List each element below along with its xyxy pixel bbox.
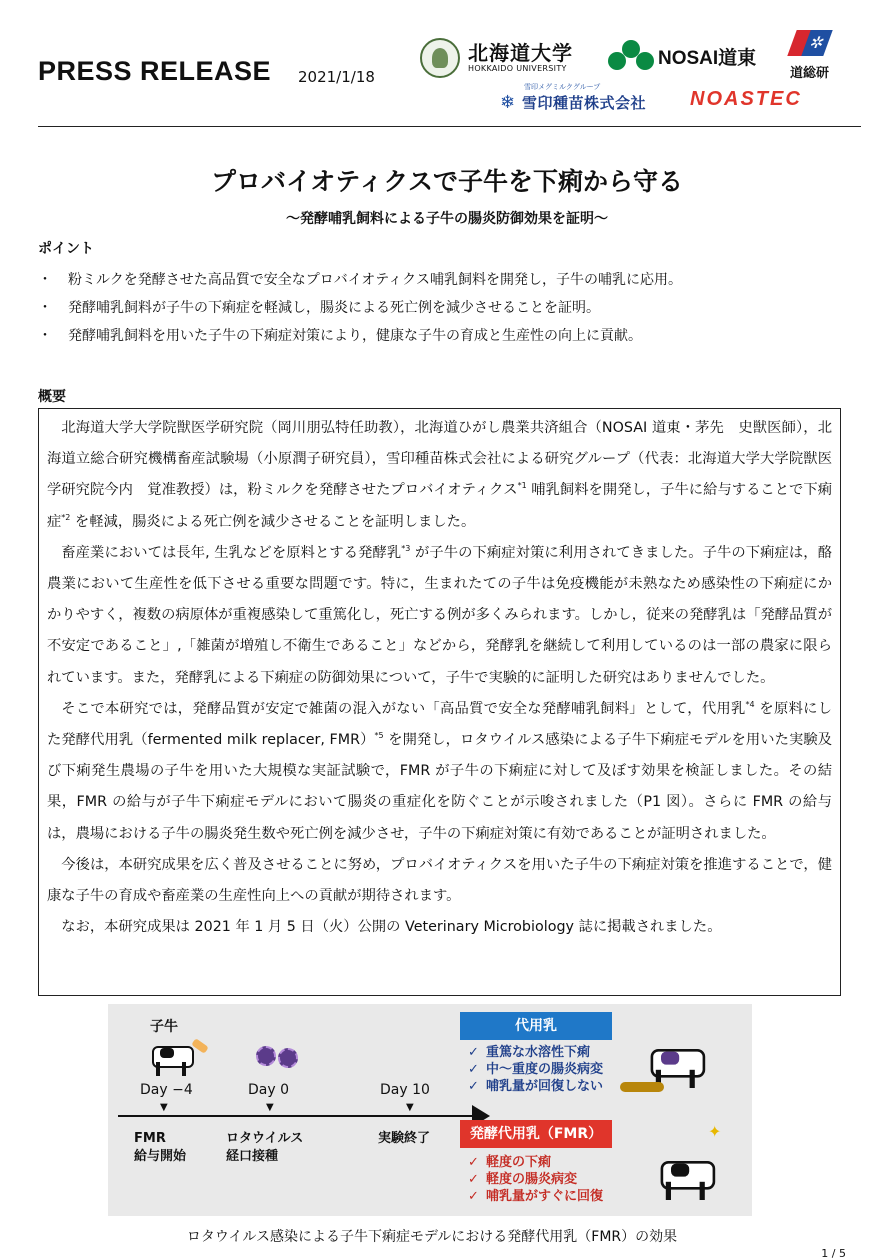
fmr-results [468,1154,603,1205]
header [0,0,894,130]
points-heading: ポイント [38,241,94,257]
control-results [468,1044,603,1095]
page-number: 1 / 5 [821,1247,846,1260]
summary-paragraph-3: そこで本研究では，発酵品質が安定で雑菌の混入がない「高品質で安全な発酵哺乳飼料」として，代用乳$^{*4}$ を原料にした発酵代用乳（fermented milk replacer, FMR）$^{*5}$ を開発し，ロタウイルス感染による子牛下痢症モデルを用いた実験及び下痢発生農場の子牛を用いた大規模な実証試験で，FMR が子牛の下痢症に対して及ぼす効果を検証しました。その結果，FMR の給与が子牛下痢症モデルにおいて腸炎の重症化を防ぐことが示唆されました（P1 図）。さらに FMR の給与は，農場における子牛の腸炎発生数や死亡例を減少させ，子牛の下痢症対策に有効であることが証明されました。 [47,700,832,842]
day-0-label: Day 0 [248,1082,290,1098]
diarrhea-icon [620,1082,664,1092]
summary-paragraph-2: 畜産業においては長年, 生乳などを原料とする発酵乳$^{*3}$ が子牛の下痢症対策に利用されてきました。子牛の下痢症は，酪農業において生産性を低下させる重要な問題です。特に，生まれたての子牛は免疫機能が未熟なため感染性の下痢症にかかりやすく，複数の病原体が重複感染して重篤化し，死亡する例が多くみられます。しかし，従来の発酵乳は「発酵品質が不安定であること」,「雑菌が増殖し不衛生であること」などから，発酵乳を継続して利用しているのは一部の農家に限られています。また，発酵乳による下痢症の防御効果について，子牛で実験的に証明した研究はありませんでした。 [47,544,832,686]
hokkaido-name-en: HOKKAIDO UNIVERSITY [468,64,567,73]
yukijirushi-group: 雪印メグミルクグループ [524,83,601,91]
sick-calf-icon [640,1036,708,1088]
check-icon: ✓ [468,1062,479,1077]
doso-logo [790,30,829,81]
bullet-icon: ・ [38,328,52,344]
control-result-item: ✓ 哺乳量が回復しない [468,1079,604,1094]
event-experiment-end: 実験終了 [378,1131,431,1146]
summary-paragraph-1: 北海道大学大学院獣医学研究院（岡川朋弘特任助教），北海道ひがし農業共済組合（NOSAI 道東・茅先 史獣医師），北海道立総合研究機構畜産試験場（小原潤子研究員），雪印種苗株式会社による研究グループ（代表：北海道大学大学院獣医学研究院今内 覚准教授）は，粉ミルクを発酵させたプロバイオティクス$^{*1}$ 哺乳飼料を開発し，子牛に給与することで下痢症$^{*2}$ を軽減，腸炎による死亡例を減少させることを証明しました。 [47,420,832,530]
nosai-logo [608,40,756,72]
header-divider [38,126,861,127]
day-minus4-label: Day −4 [140,1082,193,1098]
fmr-result-item: ✓ 軽度の下痢 [468,1155,552,1170]
point-item: ・ 粉ミルクを発酵させた高品質で安全なプロバイオティクス哺乳飼料を開発し，子牛の哺乳に応用。 [38,266,868,294]
points-list [38,266,868,350]
check-icon: ✓ [468,1172,479,1187]
fmr-result-item: ✓ 軽度の腸炎病変 [468,1172,578,1187]
fmr-label: 発酵代用乳（FMR） [460,1120,612,1148]
main-title: プロバイオティクスで子牛を下痢から守る [210,167,683,196]
subtitle: ～発酵哺乳飼料による子牛の腸炎防御効果を証明～ [286,211,608,227]
control-result-item: ✓ 中～重度の腸炎病変 [468,1062,604,1077]
control-milk-label: 代用乳 [460,1012,612,1040]
figure-diagram [108,1004,752,1216]
tick-mark: ▼ [160,1102,168,1113]
bullet-icon: ・ [38,300,52,316]
rotavirus-icon [256,1046,312,1070]
tick-mark: ▼ [406,1102,414,1113]
summary-box [38,408,841,996]
point-item: ・ 発酵哺乳飼料が子牛の下痢症を軽減し，腸炎による死亡例を減少させることを証明。 [38,294,868,322]
snowflake-icon: ❄ [500,92,516,113]
check-icon: ✓ [468,1155,479,1170]
calf-icon [144,1036,196,1076]
healthy-calf-icon [650,1148,718,1200]
nosai-mark-icon [608,40,654,72]
calf-label: 子牛 [150,1019,178,1035]
yukijirushi-logo [500,82,646,113]
bullet-icon: ・ [38,272,52,288]
day-10-label: Day 10 [380,1082,430,1098]
hokkaido-university-logo [420,38,573,78]
noastec-logo: NOASTEC [690,88,802,110]
doso-name: 道総研 [790,66,830,81]
event-fmr-start: FMR 給与開始 [134,1131,187,1164]
hokkaido-name-jp: 北海道大学 [468,41,573,65]
event-rotavirus-inoculation: ロタウイルス 経口接種 [226,1131,304,1164]
press-release-title: PRESS RELEASE [38,56,272,86]
summary-paragraph-4: 今後は，本研究成果を広く普及させることに努め，プロバイオティクスを用いた子牛の下痢症対策を推進することで，健康な子牛の育成や畜産業の生産性向上への貢献が期待されます。 [47,856,832,905]
check-icon: ✓ [468,1045,479,1060]
point-item: ・ 発酵哺乳飼料を用いた子牛の下痢症対策により，健康な子牛の育成と生産性の向上に貢献。 [38,322,868,350]
release-date: 2021/1/18 [298,68,375,86]
yukijirushi-name: 雪印種苗株式会社 [522,94,647,112]
doso-mark-icon: ✲ [792,30,828,58]
control-result-item: ✓ 重篤な水溶性下痢 [468,1045,591,1060]
tick-mark: ▼ [266,1102,274,1113]
figure-caption: ロタウイルス感染による子牛下痢症モデルにおける発酵代用乳（FMR）の効果 [186,1229,678,1245]
hokkaido-seal-icon [420,38,460,78]
check-icon: ✓ [468,1189,479,1204]
nosai-name: NOSAI道東 [658,47,757,69]
sparkle-icon: ✦ [708,1122,722,1141]
summary-heading: 概要 [38,389,66,405]
fmr-result-item: ✓ 哺乳量がすぐに回復 [468,1189,604,1204]
summary-paragraph-5: なお，本研究成果は 2021 年 1 月 5 日（火）公開の Veterinary Microbiology 誌に掲載されました。 [61,919,722,936]
check-icon: ✓ [468,1079,479,1094]
timeline-line [118,1115,472,1117]
